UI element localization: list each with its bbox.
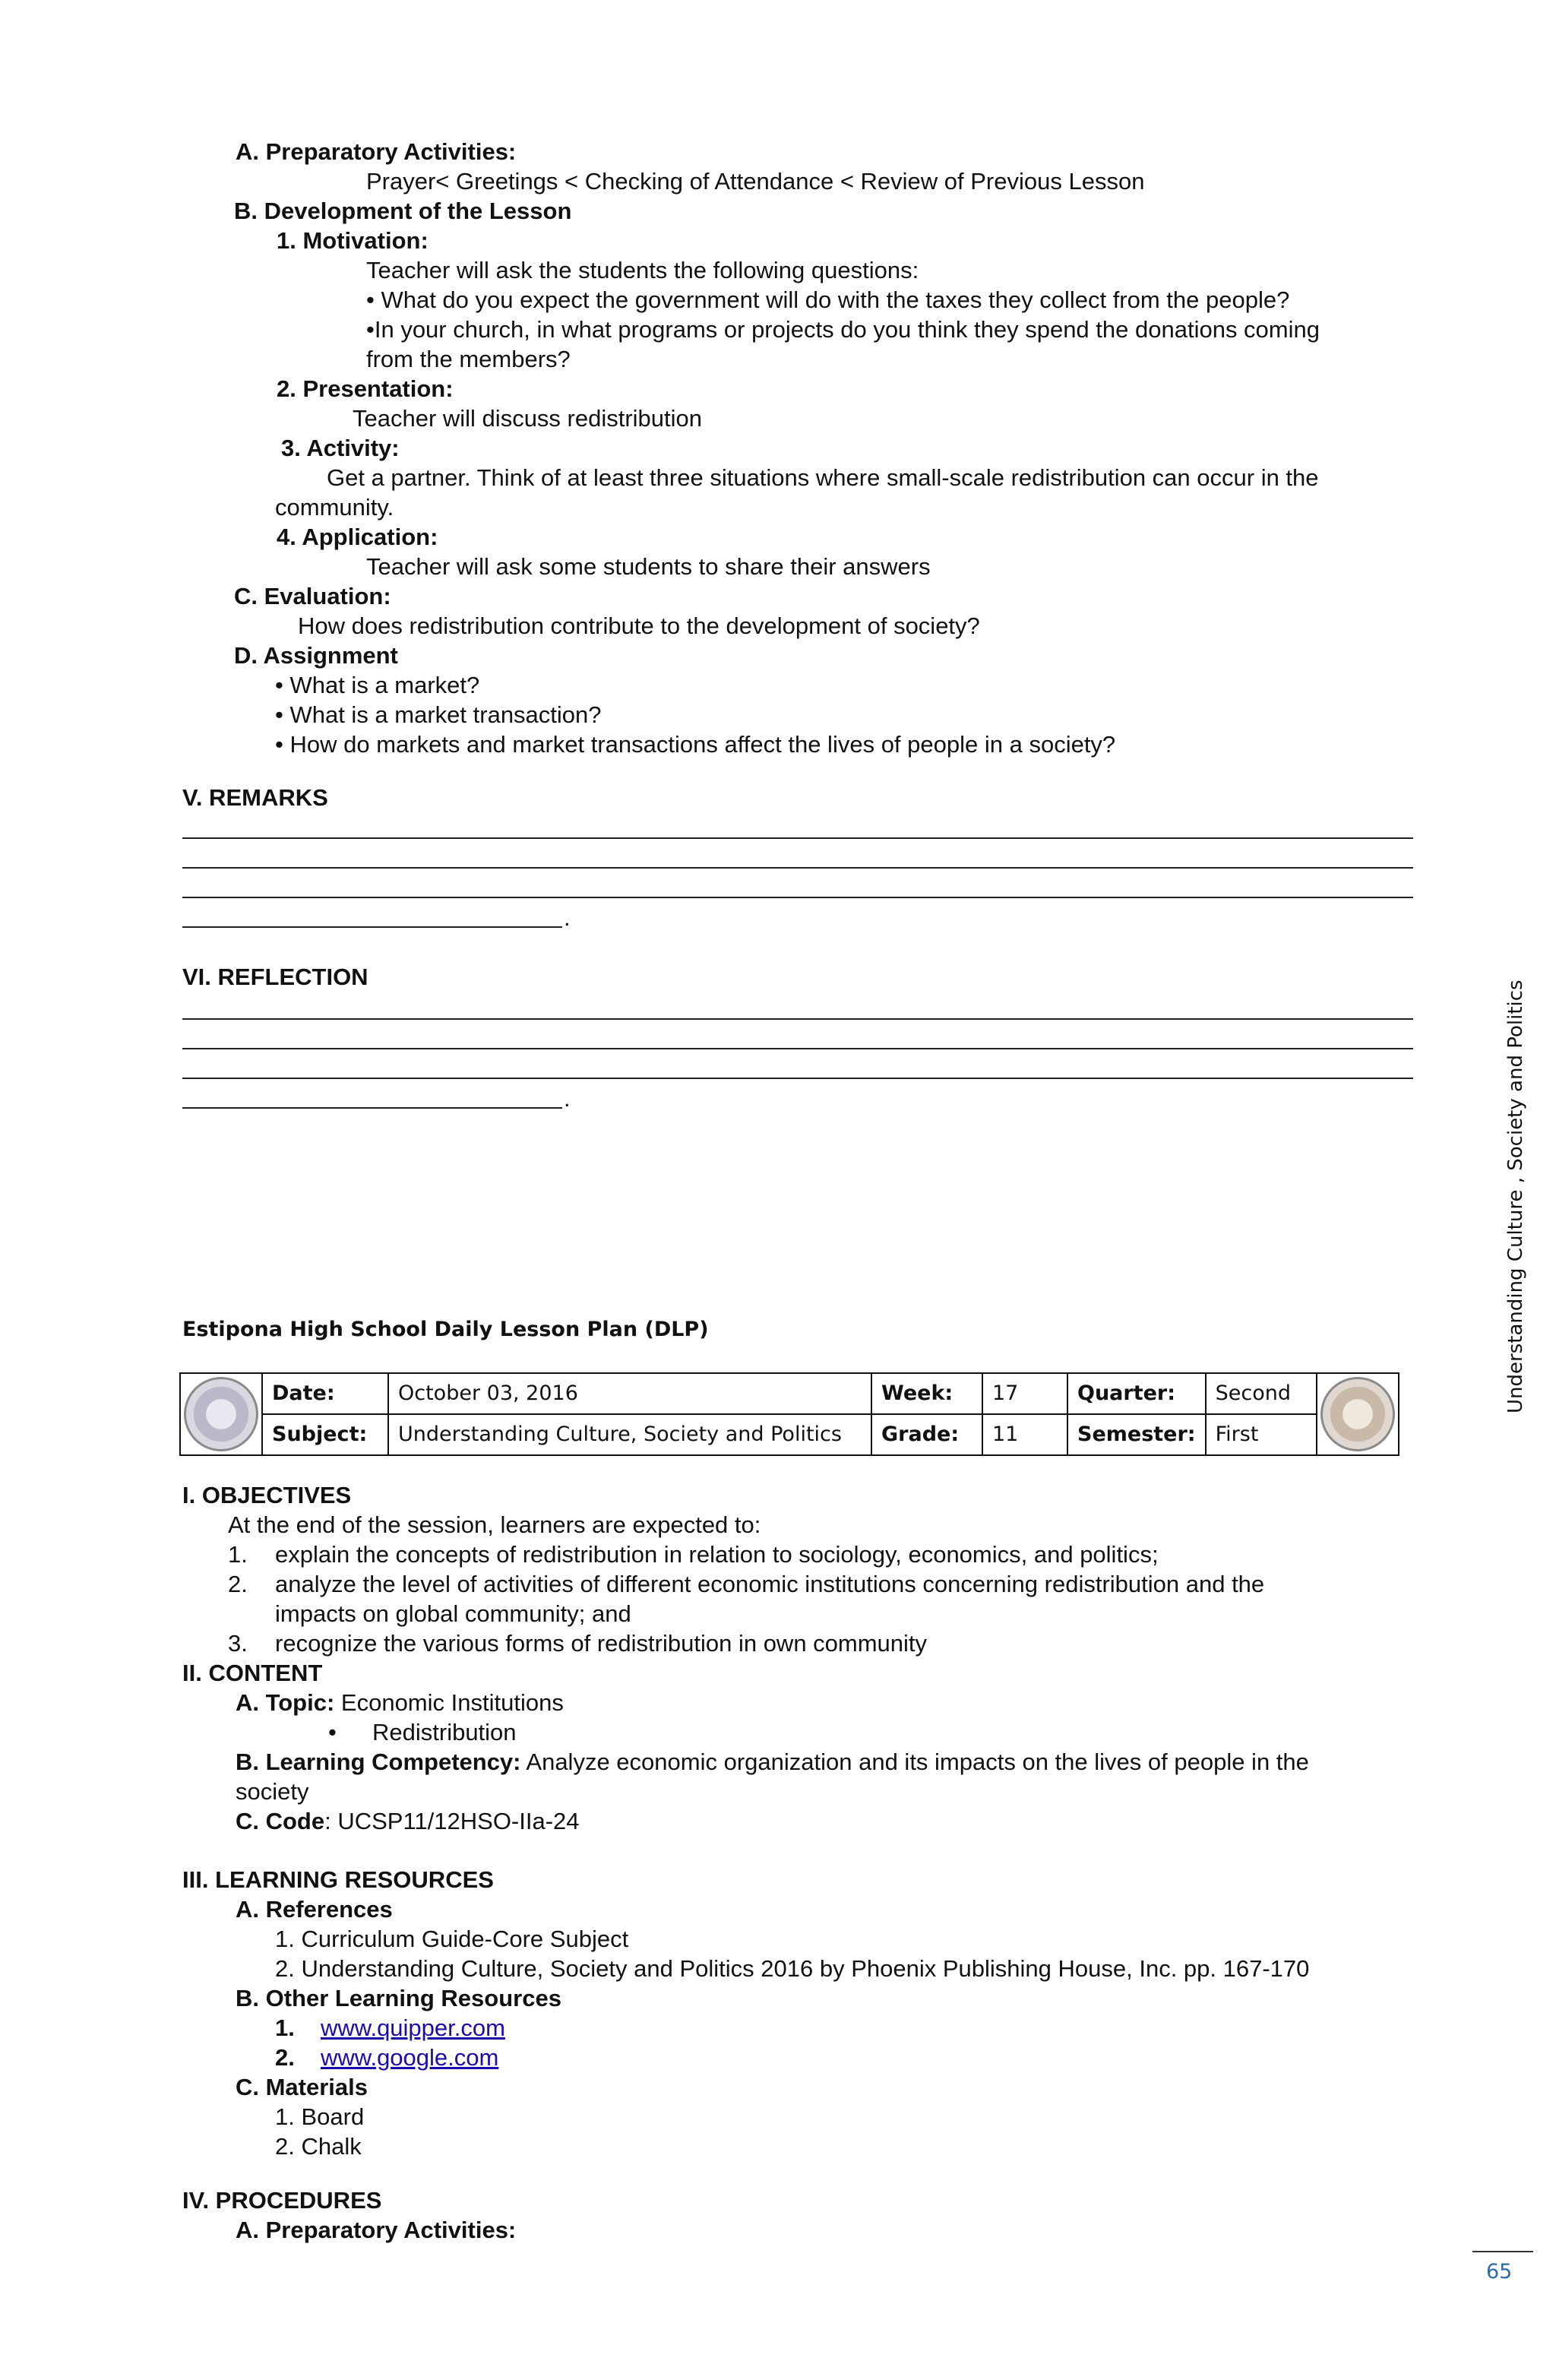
subject-value: Understanding Culture, Society and Politics: [388, 1414, 871, 1455]
presentation-text: Teacher will discuss redistribution: [353, 405, 703, 432]
motivation-question-1: • What do you expect the government will do with the taxes they collect from the people?: [366, 286, 1290, 313]
application-text: Teacher will ask some students to share their answers: [366, 553, 931, 580]
remarks-line: [182, 926, 562, 928]
competency-label: B. Learning Competency:: [236, 1749, 521, 1775]
quarter-label: Quarter:: [1067, 1373, 1206, 1414]
topic-sub: Redistribution: [372, 1719, 517, 1745]
dlp-title: Estipona High School Daily Lesson Plan (DLP): [182, 1318, 709, 1341]
remarks-line: [182, 837, 1413, 839]
reflection-line: [182, 1018, 1413, 1020]
date-label: Date:: [262, 1373, 388, 1414]
deped-logo: [180, 1373, 262, 1455]
reflection-end: .: [564, 1085, 571, 1112]
semester-value: First: [1206, 1414, 1317, 1455]
objective-item-cont: impacts on global community; and: [275, 1600, 631, 1627]
reflection-heading: VI. REFLECTION: [182, 964, 368, 990]
topic-value: Economic Institutions: [334, 1689, 564, 1716]
materials-heading: C. Materials: [236, 2074, 368, 2100]
evaluation-heading: C. Evaluation:: [234, 583, 391, 609]
remarks-end: .: [564, 904, 571, 931]
competency-line: [236, 1747, 1309, 1777]
motivation-heading: 1. Motivation:: [277, 227, 429, 254]
code-value: : UCSP11/12HSO-IIa-24: [324, 1808, 580, 1834]
google-link[interactable]: www.google.com: [321, 2044, 499, 2071]
preparatory-activities-heading: A. Preparatory Activities:: [236, 138, 517, 165]
reflection-line: [182, 1107, 562, 1109]
procedures-prep-heading: A. Preparatory Activities:: [236, 2217, 517, 2243]
evaluation-text: How does redistribution contribute to the development of society?: [298, 612, 980, 639]
other-resource-number: 1.: [275, 2014, 295, 2041]
week-label: Week:: [871, 1373, 982, 1414]
grade-value: 11: [982, 1414, 1067, 1455]
assignment-item: • What is a market transaction?: [275, 701, 602, 728]
assignment-heading: D. Assignment: [234, 642, 398, 669]
competency-value: Analyze economic organization and its impacts on the lives of people in the: [520, 1749, 1309, 1775]
activity-heading: 3. Activity:: [281, 435, 400, 461]
reflection-line: [182, 1078, 1413, 1079]
semester-label: Semester:: [1067, 1414, 1206, 1455]
assignment-item: • How do markets and market transactions affect the lives of people in a society?: [275, 731, 1116, 758]
date-value: October 03, 2016: [388, 1373, 871, 1414]
presentation-heading: 2. Presentation:: [277, 375, 454, 402]
topic-bullet: •: [328, 1719, 337, 1745]
remarks-line: [182, 897, 1413, 898]
objective-number: 3.: [228, 1630, 248, 1657]
application-heading: 4. Application:: [277, 524, 438, 550]
code-line: [236, 1806, 580, 1836]
objectives-intro: At the end of the session, learners are expected to:: [228, 1511, 761, 1538]
topic-label: A. Topic:: [236, 1689, 335, 1716]
side-running-title: Understanding Culture , Society and Politics: [1504, 980, 1527, 1413]
subject-label: Subject:: [262, 1414, 388, 1455]
remarks-line: [182, 867, 1413, 869]
material-item: 2. Chalk: [275, 2133, 362, 2160]
school-logo: [1317, 1373, 1399, 1455]
other-resources-heading: B. Other Learning Resources: [236, 1985, 561, 2011]
week-value: 17: [982, 1373, 1067, 1414]
reference-item: 1. Curriculum Guide-Core Subject: [275, 1926, 629, 1952]
development-heading: B. Development of the Lesson: [234, 198, 572, 224]
page-number: 65: [1486, 2260, 1513, 2283]
remarks-heading: V. REMARKS: [182, 784, 328, 811]
topic-line: [236, 1688, 564, 1717]
resources-heading: III. LEARNING RESOURCES: [182, 1866, 494, 1893]
objective-number: 2.: [228, 1571, 248, 1597]
references-heading: A. References: [236, 1896, 393, 1923]
procedures-heading: IV. PROCEDURES: [182, 2187, 382, 2214]
material-item: 1. Board: [275, 2103, 365, 2130]
objective-item: explain the concepts of redistribution in relation to sociology, economics, and politics;: [275, 1541, 1159, 1568]
assignment-item: • What is a market?: [275, 672, 480, 698]
quarter-value: Second: [1206, 1373, 1317, 1414]
motivation-intro: Teacher will ask the students the following questions:: [366, 257, 919, 283]
code-label: C. Code: [236, 1808, 325, 1834]
objectives-heading: I. OBJECTIVES: [182, 1482, 352, 1508]
activity-text: Get a partner. Think of at least three situations where small-scale redistribution can occur in the: [327, 464, 1319, 491]
competency-cont: society: [236, 1778, 309, 1805]
quipper-link[interactable]: www.quipper.com: [321, 2014, 505, 2041]
page-number-rule: [1472, 2251, 1533, 2252]
objective-number: 1.: [228, 1541, 248, 1568]
reflection-line: [182, 1048, 1413, 1049]
content-heading: II. CONTENT: [182, 1660, 323, 1686]
other-resource-number: 2.: [275, 2044, 295, 2071]
motivation-question-2: •In your church, in what programs or projects do you think they spend the donations coming: [366, 316, 1320, 343]
reference-item: 2. Understanding Culture, Society and Politics 2016 by Phoenix Publishing House, Inc. pp. 167-170: [275, 1955, 1310, 1982]
objective-item: recognize the various forms of redistribution in own community: [275, 1630, 928, 1657]
motivation-question-2-cont: from the members?: [366, 346, 571, 372]
preparatory-activities-text: Prayer< Greetings < Checking of Attendance < Review of Previous Lesson: [366, 168, 1145, 195]
activity-text-cont: community.: [275, 494, 394, 521]
grade-label: Grade:: [871, 1414, 982, 1455]
lesson-header-table: [179, 1372, 1399, 1456]
objective-item: analyze the level of activities of different economic institutions concerning redistribution and the: [275, 1571, 1265, 1597]
